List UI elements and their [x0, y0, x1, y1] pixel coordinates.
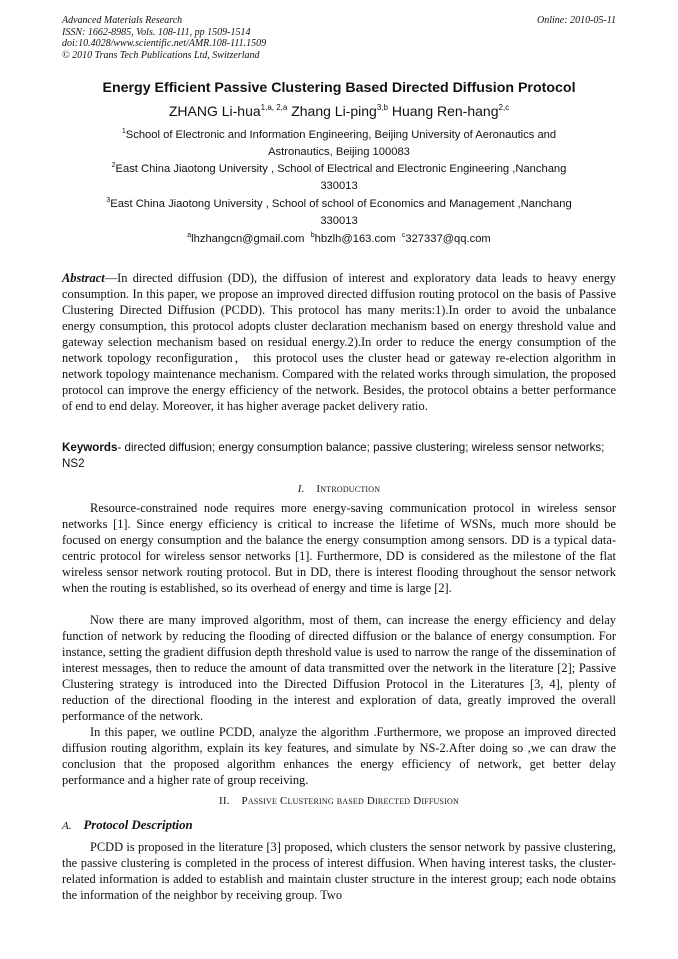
keywords-text: - directed diffusion; energy consumption balance; passive clustering; wireless sensor networks; NS2	[62, 441, 605, 470]
affiliation-text: Astronautics, Beijing 100083	[268, 145, 410, 158]
affiliation-text: 330013	[320, 214, 358, 227]
email-address[interactable]: lhzhangcn@gmail.com	[191, 233, 305, 245]
email-line	[60, 228, 618, 248]
intro-paragraph-2: Now there are many improved algorithm, most of them, can increase the energy efficiency and delay function of network by reducing the flooding of directed diffusion or the balance of energy consumption. For instance, setting the gradient diffusion depth threshold value is used to narrow the range of the dissemination of interest messages, then to reduce the amount of data transmitted over the network in the literature [2]; Passive Clustering strategy is introduced into the Directed Diffusion Protocol in the Literatures [3, 4], plenty of reduction of the directional flooding in the interest and exploration of data, greatly improved the overall performance of the network.	[62, 613, 616, 723]
pcdd-paragraph-1: PCDD is proposed in the literature [3] proposed, which clusters the sensor network by passive clustering, the passive clustering is completed in the process of interest diffusion. When having interest tasks, the cluster-related information is added to establish and maintain cluster structure in the interest group; each node obtains the information of the neighbor by receiving group. Two	[62, 840, 616, 902]
section-title: Passive Clustering based Directed Diffusion	[241, 795, 459, 807]
author-sup: 2,c	[498, 103, 510, 112]
subsection-heading	[62, 818, 193, 833]
author-sup: 1,a, 2,a	[260, 103, 288, 112]
author-name: ZHANG Li-hua	[168, 103, 261, 119]
author-line	[40, 103, 638, 119]
subsection-number: A.	[62, 820, 72, 832]
intro-paragraph-1: Resource-constrained node requires more energy-saving communication protocol in wireless sensor networks [1]. Since energy efficiency is critical to increase the lifetime of WSNs, much more should be focused on energy consumption and the balance the energy consumption among sensors. DD is a typical data-centric protocol for wireless sensor networks [1]. Furthermore, DD is considered as the milestone of the flat wireless sensor network routing protocol. But in DD, there is interest flooding throughout the sensor network when the routing is established, so its overhead of energy and time is large [2].	[62, 501, 616, 595]
email-sup: c	[401, 232, 406, 239]
affiliation-sup: 2	[111, 162, 116, 169]
affiliation-text: 330013	[320, 179, 358, 192]
affiliation-1	[60, 124, 618, 160]
email-address[interactable]: hbzlh@163.com	[314, 233, 396, 245]
author-sup: 3,b	[376, 103, 388, 112]
section-heading-pcdd	[62, 795, 616, 807]
journal-name: Advanced Materials Research	[62, 15, 183, 26]
online-date: Online: 2010-05-11	[537, 15, 616, 26]
header-left	[62, 15, 266, 61]
issn-line: ISSN: 1662-8985, Vols. 108-111, pp 1509-1514	[62, 26, 251, 38]
email-sup: a	[187, 232, 192, 239]
author-name: Huang Ren-hang	[391, 103, 499, 119]
section-heading-introduction	[62, 483, 616, 495]
keywords	[62, 440, 616, 471]
section-number: II.	[219, 795, 230, 807]
affiliation-sup: 3	[106, 197, 111, 204]
affiliation-3	[60, 193, 618, 229]
affiliation-text: East China Jiaotong University , School of school of Economics and Management ,Nanchang	[110, 198, 572, 210]
affiliation-text: East China Jiaotong University , School of Electrical and Electronic Engineering ,Nanchang	[115, 163, 567, 175]
email-address[interactable]: 327337@qq.com	[405, 233, 491, 245]
copyright-line: © 2010 Trans Tech Publications Ltd, Switzerland	[62, 49, 260, 61]
author-name: Zhang Li-ping	[291, 103, 377, 119]
affiliation-text: School of Electronic and Information Engineering, Beijing University of Aeronautics and	[125, 129, 557, 141]
section-number: I.	[297, 483, 305, 495]
abstract-label: Abstract	[62, 271, 105, 285]
affiliation-2	[60, 158, 618, 194]
abstract-text: —In directed diffusion (DD), the diffusion of interest and exploratory data leads to heavy energy consumption. In this paper, we propose an improved directed diffusion routing protocol on the basis of Passive Clustering Directed Diffusion (PCDD). This protocol has many merits:1).In order to avoid the unbalance energy consumption, this protocol adopts cluster declaration mechanism based on energy threshold value and gateway selection mechanism based on residual energy.2).In order to reduce the energy consumption of the network topology reconfiguration， this protocol uses the cluster head or gateway re-election algorithm in network topology maintenance mechanism. Compared with the related works through simulation, the proposed protocol can improve the energy efficiency of the network. Besides, the protocol obtains a better performance of end to end delay. Moreover, it has higher average packet delivery ratio.	[62, 271, 616, 413]
keywords-label: Keywords	[62, 441, 118, 454]
doi-line: doi:10.4028/www.scientific.net/AMR.108-111.1509	[62, 38, 267, 49]
subsection-title: Protocol Description	[83, 818, 193, 832]
abstract	[62, 270, 616, 414]
paper-title: Energy Efficient Passive Clustering Based Directed Diffusion Protocol	[102, 80, 576, 96]
section-title: Introduction	[316, 483, 381, 495]
email-sup: b	[310, 232, 315, 239]
affiliation-sup: 1	[121, 128, 126, 135]
intro-paragraph-3: In this paper, we outline PCDD, analyze the algorithm .Furthermore, we propose an improved directed diffusion routing algorithm, explain its key features, and simulate by NS-2.After doing so ,we can draw the conclusion that the proposed algorithm enhances the energy efficiency of network, get better delay performance and a higher rate of group receiving.	[62, 725, 616, 787]
